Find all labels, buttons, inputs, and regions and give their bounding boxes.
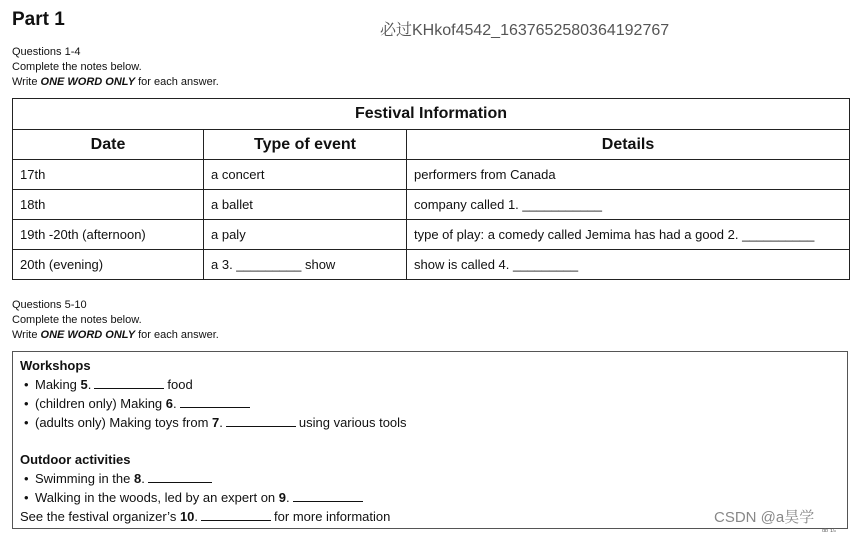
answer-blank[interactable] (201, 509, 271, 521)
question-number: 8 (133, 471, 142, 486)
notes-box (12, 351, 848, 529)
instruction-line: Complete the notes below. (12, 314, 142, 326)
item-suffix: food (167, 377, 193, 392)
answer-blank[interactable] (148, 471, 212, 483)
bullet: • (24, 396, 29, 411)
cell-type: a paly (204, 220, 407, 250)
cell-details: show is called 4. _________ (407, 250, 850, 280)
item-text: Swimming in the (35, 471, 134, 486)
number-dot: . (219, 415, 223, 430)
write-suffix: for each answer. (135, 329, 219, 341)
question-number: 10 (179, 509, 195, 524)
answer-blank[interactable] (293, 490, 363, 502)
write-suffix: for each answer. (135, 76, 219, 88)
answer-blank[interactable] (226, 415, 296, 427)
cell-type: a ballet (204, 190, 407, 220)
question-number: 5 (80, 377, 88, 392)
write-prefix: Write (12, 76, 41, 88)
item-suffix: using various tools (298, 415, 407, 430)
final-line (20, 509, 390, 524)
number-dot: . (141, 471, 145, 486)
questions-range: Questions 1-4 (12, 46, 81, 58)
table-row (13, 190, 850, 220)
list-item (24, 377, 193, 392)
cell-type: a 3. _________ show (204, 250, 407, 280)
cell-date: 18th (13, 190, 204, 220)
cell-details: company called 1. ___________ (407, 190, 850, 220)
table-row (13, 220, 850, 250)
cell-date: 17th (13, 160, 204, 190)
bullet: • (24, 471, 29, 486)
table-row (13, 250, 850, 280)
cell-details: type of play: a comedy called Jemima has had a good 2. __________ (407, 220, 850, 250)
part-title: Part 1 (12, 9, 65, 30)
column-header-type: Type of event (204, 130, 407, 160)
table-row (13, 160, 850, 190)
table-title: Festival Information (13, 99, 850, 130)
corner-mark: ᵈᵇ ¹⁵ (822, 527, 837, 536)
outdoor-activities-heading: Outdoor activities (20, 452, 131, 467)
item-text: Making (35, 377, 81, 392)
number-dot: . (173, 396, 177, 411)
watermark-text: 必过KHkof4542_1637652580364192767 (380, 22, 670, 39)
number-dot: . (87, 377, 92, 392)
cell-date: 20th (evening) (13, 250, 204, 280)
number-dot: . (286, 490, 290, 505)
questions-range: Questions 5-10 (12, 299, 87, 311)
column-header-details: Details (407, 130, 850, 160)
festival-information-table (12, 98, 850, 280)
answer-blank[interactable] (180, 396, 250, 408)
item-text: Walking in the woods, led by an expert on (35, 490, 279, 505)
word-limit: ONE WORD ONLY (40, 329, 136, 341)
workshops-heading: Workshops (20, 358, 91, 373)
cell-date: 19th -20th (afternoon) (13, 220, 204, 250)
list-item (24, 415, 407, 430)
csdn-watermark: CSDN @a昊学 (714, 509, 815, 526)
questions-1-4-instructions (12, 45, 219, 90)
instruction-line: Complete the notes below. (12, 61, 142, 73)
bullet: • (24, 415, 29, 430)
word-limit: ONE WORD ONLY (40, 76, 136, 88)
item-text: (children only) Making (35, 396, 166, 411)
cell-details: performers from Canada (407, 160, 850, 190)
write-instruction (12, 328, 219, 343)
item-suffix: for more information (274, 509, 391, 524)
question-number: 6 (165, 396, 174, 411)
list-item (24, 471, 215, 486)
question-number: 7 (212, 415, 220, 430)
list-item (24, 396, 253, 411)
question-number: 9 (278, 490, 287, 505)
answer-blank[interactable] (94, 377, 164, 389)
item-text: See the festival organizer’s (20, 509, 180, 524)
item-text: (adults only) Making toys from (35, 415, 213, 430)
cell-type: a concert (204, 160, 407, 190)
number-dot: . (194, 509, 199, 524)
questions-5-10-instructions (12, 298, 219, 343)
write-prefix: Write (12, 329, 41, 341)
column-header-date: Date (13, 130, 204, 160)
list-item (24, 490, 366, 505)
write-instruction (12, 75, 219, 90)
bullet: • (24, 490, 29, 505)
bullet: • (24, 377, 29, 392)
